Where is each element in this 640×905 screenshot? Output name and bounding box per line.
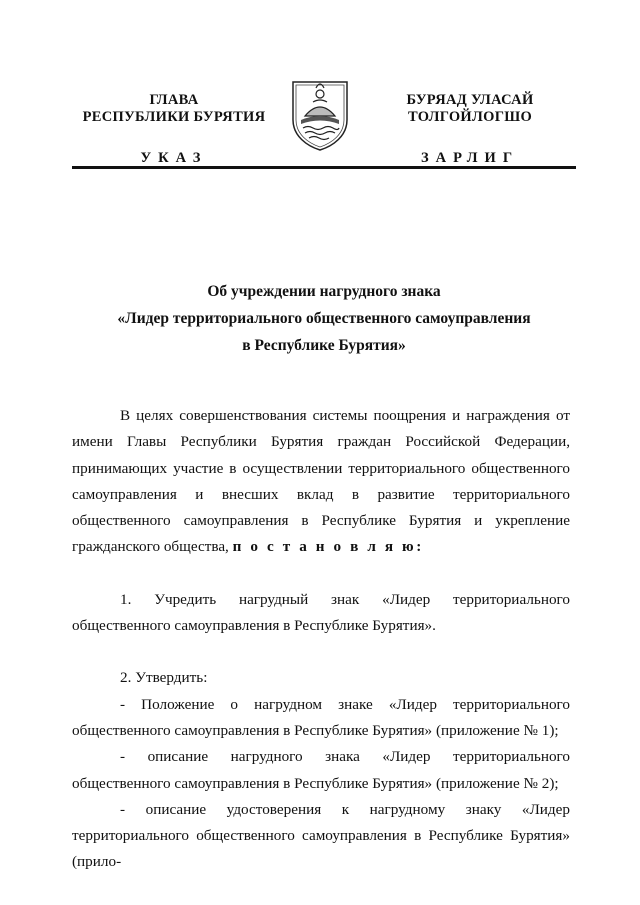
header-right-title: БУРЯАД УЛАСАЙ — [406, 92, 534, 108]
preamble-paragraph — [72, 403, 570, 561]
document-title — [72, 278, 576, 359]
title-line-3: в Республике Бурятия» — [242, 337, 406, 354]
title-line-2: «Лидер территориального общественного самоуправления — [117, 310, 531, 327]
header-divider — [72, 166, 576, 169]
item-1: 1. Учредить нагрудный знак «Лидер территориального общественного самоуправления в Республике Бурятия». — [72, 590, 570, 635]
item-2-intro: 2. Утвердить: — [120, 669, 208, 687]
paragraph-gap — [72, 639, 570, 665]
header-left-decree: УКАЗ — [140, 150, 208, 166]
item-2-b: - описание нагрудного знака «Лидер территориального общественного самоуправления в Республике Бурятия» (приложение № 2); — [72, 748, 570, 792]
item-2-a: - Положение о нагрудном знаке «Лидер территориального общественного самоуправления в Республике Бурятия» (приложение № 1); — [72, 695, 570, 739]
document-body — [72, 403, 570, 876]
item-2-c: - описание удостоверения к нагрудному знаку «Лидер территориального общественного самоуправления в Республике Бурятия» (прило- — [72, 800, 570, 871]
title-line-1: Об учреждении нагрудного знака — [207, 283, 441, 300]
decree-word: п о с т а н о в л я ю: — [232, 538, 424, 556]
header-left-subtitle: РЕСПУБЛИКИ БУРЯТИЯ — [82, 109, 266, 125]
header-right — [382, 92, 558, 167]
header-right-subtitle: ТОЛГОЙЛОГШО — [407, 109, 533, 125]
preamble-text: В целях совершенствования системы поощрения и награждения от имени Главы Республики Бурятия граждан Российской Федерации, принимающих участие в осуществлении территориального общественного самоуправления и внесших вклад в развитие территориального общественного самоуправления в Республике Бурятия и укрепление гражданского общества, — [72, 407, 570, 556]
paragraph-gap — [72, 561, 570, 587]
header-right-decree: ЗАРЛИГ — [420, 150, 520, 166]
coat-of-arms-icon — [289, 76, 351, 152]
header-left — [72, 92, 276, 167]
header-left-title: ГЛАВА — [149, 92, 199, 108]
